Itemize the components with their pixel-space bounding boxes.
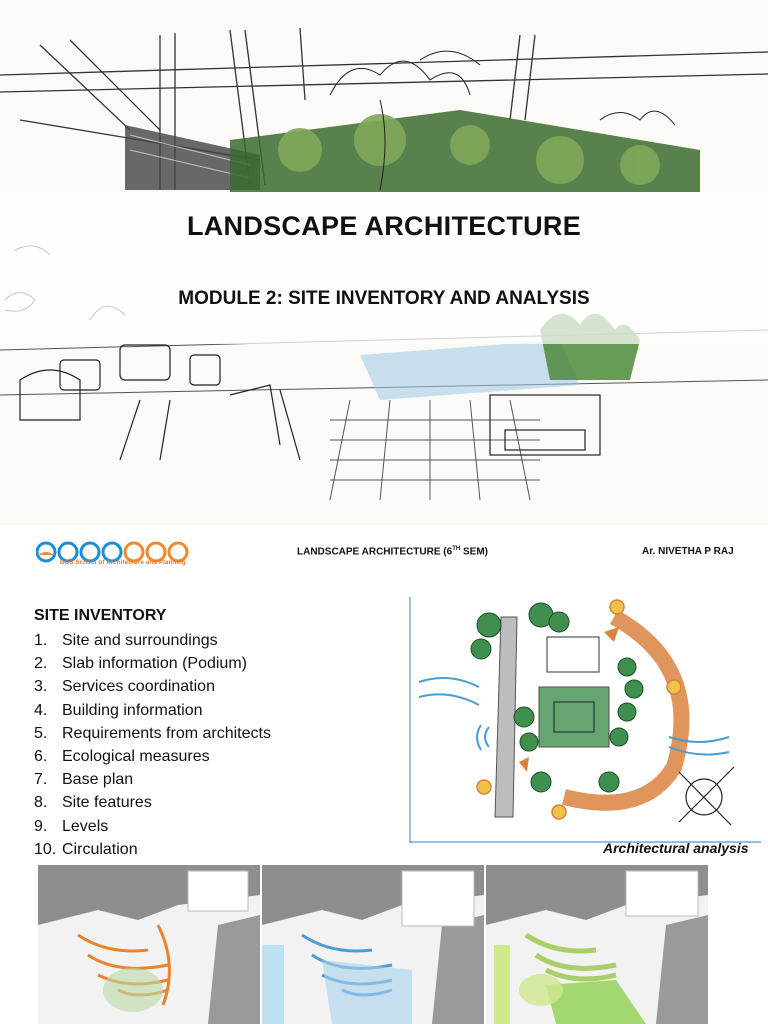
inventory-list — [34, 629, 271, 861]
item-text: Base plan — [62, 771, 134, 789]
site-plan-3 — [486, 865, 708, 1024]
item-text: Slab information (Podium) — [62, 655, 247, 673]
list-item — [34, 629, 271, 652]
list-item — [34, 791, 271, 814]
list-item — [34, 815, 271, 838]
course-header — [297, 546, 488, 557]
item-number: 6. — [34, 748, 48, 766]
item-text: Circulation — [62, 840, 138, 858]
item-text: Levels — [62, 817, 109, 835]
author-name: Ar. NIVETHA P RAJ — [642, 546, 734, 557]
site-analysis-sketch — [409, 597, 761, 843]
list-item — [34, 652, 271, 675]
list-item — [34, 838, 271, 861]
site-plan-2 — [262, 865, 484, 1024]
site-plan-1 — [38, 865, 260, 1024]
slide-title: LANDSCAPE ARCHITECTURE — [186, 211, 582, 241]
item-text: Services coordination — [62, 678, 215, 696]
item-number: 4. — [34, 701, 48, 719]
list-item — [34, 768, 271, 791]
item-number: 7. — [34, 771, 48, 789]
bgssap-logo — [36, 533, 216, 581]
slide-subtitle: MODULE 2: SITE INVENTORY AND ANALYSIS — [178, 288, 590, 309]
item-number: 9. — [34, 817, 48, 835]
item-text: Site and surroundings — [62, 632, 218, 649]
item-text: Building information — [62, 701, 203, 719]
logo-tagline: BGS School of Architecture and Planning — [60, 560, 186, 566]
item-number: 2. — [34, 655, 48, 673]
analysis-caption: Architectural analysis — [603, 840, 749, 856]
item-number: 8. — [34, 794, 48, 812]
item-number: 3. — [34, 678, 48, 696]
item-text: Site features — [62, 794, 152, 812]
item-number: 5. — [34, 724, 48, 742]
inventory-heading: SITE INVENTORY — [34, 607, 167, 624]
item-number: 1. — [34, 632, 48, 649]
item-text: Requirements from architects — [62, 724, 271, 742]
item-text: Ecological measures — [62, 748, 210, 766]
item-number: 10. — [34, 840, 57, 858]
list-item — [34, 745, 271, 768]
list-item — [34, 699, 271, 722]
list-item — [34, 675, 271, 698]
course-header-sup: TH — [452, 546, 461, 552]
content-slide — [0, 525, 768, 1024]
list-item — [34, 722, 271, 745]
course-header-post: SEM) — [460, 546, 488, 558]
course-header-pre: LANDSCAPE ARCHITECTURE (6 — [297, 546, 453, 558]
